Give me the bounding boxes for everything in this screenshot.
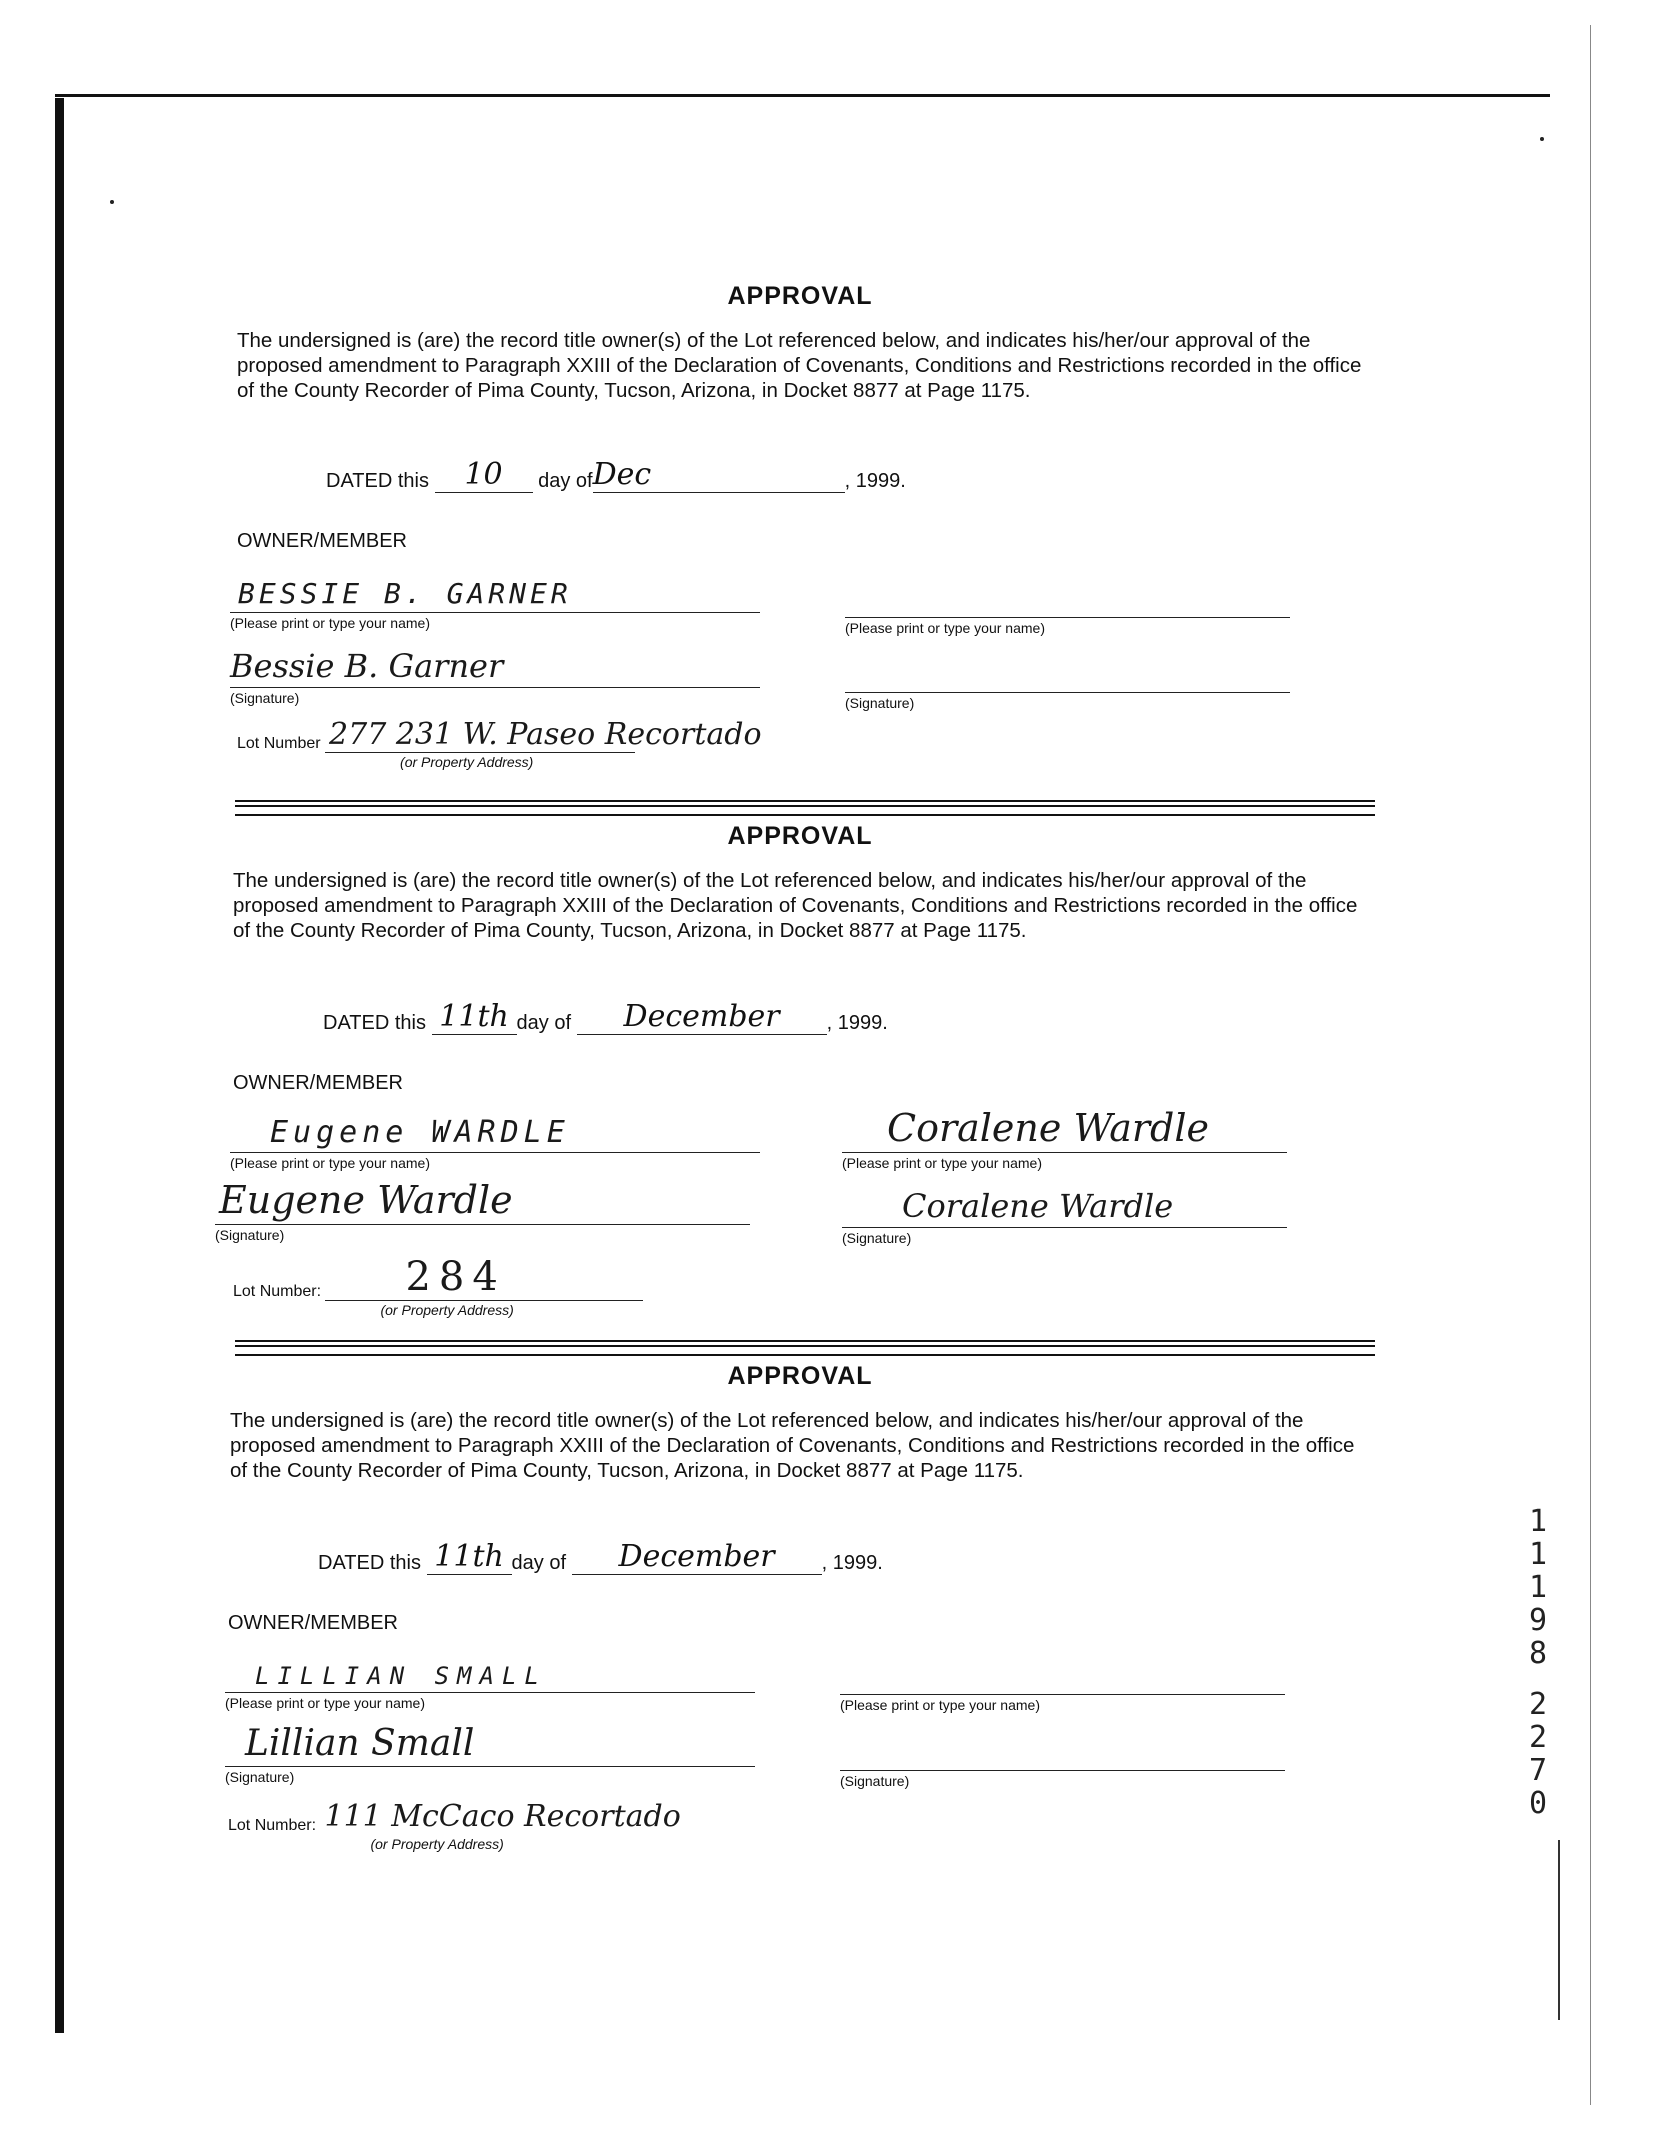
dated-year: , 1999. — [821, 1552, 883, 1574]
dated-line-1 — [326, 458, 906, 493]
approval-title: APPROVAL — [727, 822, 873, 850]
dated-year: , 1999. — [844, 470, 906, 492]
docket-digit: 1 — [1528, 1570, 1548, 1605]
scan-border-right — [1590, 25, 1591, 2105]
docket-digit: 2 — [1528, 1720, 1548, 1755]
owner2-name-field — [845, 575, 1290, 636]
dated-day: 10 — [435, 458, 533, 493]
dated-day: 11th — [432, 1000, 517, 1035]
owner1-name-field — [230, 1110, 760, 1171]
approval-text: The undersigned is (are) the record title owner(s) of the Lot referenced below, and indicates his/her/our approval of the proposed amendment to Paragraph XXIII of the Declaration of Covenants, Conditions and Restrictions recorded in the office of the County Recorder of Pima County, Tucson, Arizona, in Docket 8877 at Page 1175. — [237, 329, 1362, 402]
approval-text: The undersigned is (are) the record title owner(s) of the Lot referenced below, and indicates his/her/our approval of the proposed amendment to Paragraph XXIII of the Declaration of Covenants, Conditions and Restrictions recorded in the office of the County Recorder of Pima County, Tucson, Arizona, in Docket 8877 at Page 1175. — [233, 869, 1358, 942]
dated-day: 11th — [427, 1540, 512, 1575]
property-address-caption: (or Property Address) — [370, 1836, 504, 1852]
print-name-caption: (Please print or type your name) — [225, 1695, 425, 1711]
day-of-label: day of — [516, 1012, 572, 1034]
owner2-signature: Coralene Wardle — [902, 1187, 1174, 1225]
lot-number-2: Lot Number: 284 (or Property Address) — [233, 1266, 643, 1301]
owner-member-label: OWNER/MEMBER — [233, 1072, 403, 1094]
docket-digit: 1 — [1528, 1537, 1548, 1572]
scan-border-left — [55, 98, 64, 2033]
scan-border-top — [55, 94, 1550, 97]
approval-title: APPROVAL — [727, 282, 873, 310]
print-name-caption: (Please print or type your name) — [840, 1697, 1040, 1713]
lot-number-1 — [237, 717, 762, 770]
dated-month: December — [572, 1540, 822, 1575]
day-of-label: day of — [538, 470, 593, 492]
owner1-name-field — [225, 1650, 755, 1711]
docket-digit: 8 — [1528, 1636, 1548, 1671]
section-divider — [235, 800, 1375, 816]
owner1-signature: Eugene Wardle — [219, 1178, 513, 1222]
signature-caption: (Signature) — [840, 1773, 910, 1789]
owner1-signature: Lillian Small — [245, 1723, 475, 1764]
lot-number-3: Lot Number: 111 McCaco Recortado (or Property Address) — [228, 1799, 681, 1852]
scan-mark-right — [1558, 1840, 1560, 2020]
owner1-signature-field — [215, 1178, 750, 1243]
owner1-printed-name: BESSIE B. GARNER — [238, 577, 572, 610]
owner2-printed-name: Coralene Wardle — [887, 1106, 1209, 1150]
print-name-caption: (Please print or type your name) — [842, 1155, 1042, 1171]
owner2-signature-field — [842, 1185, 1287, 1246]
signature-caption: (Signature) — [842, 1230, 912, 1246]
approval-section-1 — [225, 282, 1375, 403]
docket-digit: 7 — [1528, 1753, 1548, 1788]
owner1-printed-name: LILLIAN SMALL — [255, 1662, 547, 1690]
print-name-caption: (Please print or type your name) — [845, 620, 1045, 636]
scan-speck — [1540, 137, 1544, 141]
lot-number-label: Lot Number — [237, 735, 321, 752]
dated-prefix: DATED this — [326, 470, 429, 492]
owner1-signature: Bessie B. Garner — [230, 647, 504, 685]
dated-line-3 — [318, 1540, 883, 1575]
signature-caption: (Signature) — [230, 690, 300, 706]
owner2-signature-field — [845, 650, 1290, 711]
print-name-caption: (Please print or type your name) — [230, 615, 430, 631]
signature-caption: (Signature) — [225, 1769, 295, 1785]
docket-stamp — [1518, 1505, 1558, 1820]
docket-digit: 0 — [1528, 1786, 1548, 1821]
dated-prefix: DATED this — [318, 1552, 421, 1574]
approval-text: The undersigned is (are) the record title owner(s) of the Lot referenced below, and indicates his/her/our approval of the proposed amendment to Paragraph XXIII of the Declaration of Covenants, Conditions and Restrictions recorded in the office of the County Recorder of Pima County, Tucson, Arizona, in Docket 8877 at Page 1175. — [230, 1409, 1355, 1482]
day-of-label: day of — [511, 1552, 567, 1574]
property-address-caption: (or Property Address) — [400, 754, 534, 770]
section-divider — [235, 1340, 1375, 1356]
owner1-name-field — [230, 570, 760, 631]
approval-title: APPROVAL — [727, 1362, 873, 1390]
docket-digit: 2 — [1528, 1687, 1548, 1722]
owner1-printed-name: Eugene WARDLE — [270, 1115, 570, 1150]
owner2-signature-field — [840, 1728, 1285, 1789]
docket-digit: 9 — [1528, 1603, 1548, 1638]
docket-digit: 1 — [1528, 1504, 1548, 1539]
dated-line-2 — [323, 1000, 888, 1035]
signature-caption: (Signature) — [215, 1227, 285, 1243]
dated-month: Dec — [593, 458, 845, 493]
owner1-signature-field — [225, 1724, 755, 1785]
lot-number-value: 111 McCaco Recortado — [324, 1799, 681, 1834]
owner1-signature-field — [230, 645, 760, 706]
owner-member-label: OWNER/MEMBER — [237, 530, 407, 552]
approval-section-2 — [225, 822, 1375, 943]
dated-year: , 1999. — [826, 1012, 888, 1034]
dated-month: December — [577, 1000, 827, 1035]
owner-member-label: OWNER/MEMBER — [228, 1612, 398, 1634]
owner2-name-field — [842, 1106, 1287, 1171]
owner2-name-field — [840, 1652, 1285, 1713]
approval-section-3 — [225, 1362, 1375, 1483]
signature-caption: (Signature) — [845, 695, 915, 711]
dated-prefix: DATED this — [323, 1012, 426, 1034]
scan-speck — [110, 200, 114, 204]
lot-number-value: 277 231 W. Paseo Recortado — [329, 717, 762, 752]
property-address-caption: (or Property Address) — [380, 1302, 514, 1318]
lot-number-label: Lot Number — [233, 1283, 317, 1300]
print-name-caption: (Please print or type your name) — [230, 1155, 430, 1171]
lot-number-label: Lot Number — [228, 1817, 312, 1834]
lot-number-value: 284 — [405, 1254, 506, 1300]
